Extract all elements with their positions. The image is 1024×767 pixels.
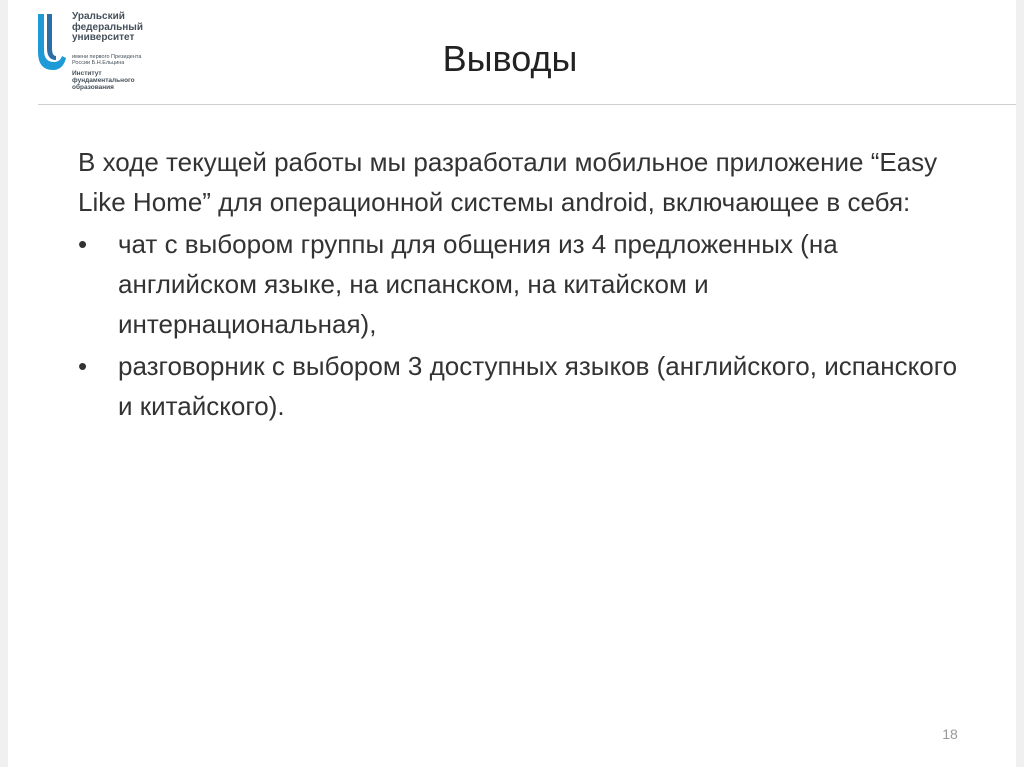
logo-subtitle-line: России Б.Н.Ельцина bbox=[72, 60, 125, 66]
logo-subtitle-line: имени первого Президента bbox=[72, 54, 142, 60]
intro-paragraph: В ходе текущей работы мы разработали мобильное приложение “Easy Like Home” для операционной системы android, включающее в себя: bbox=[78, 147, 938, 217]
logo-name-line: Уральский bbox=[72, 11, 125, 22]
bullet-text: разговорник с выбором 3 доступных языков (английского, испанского и китайского). bbox=[118, 351, 958, 421]
university-logo bbox=[34, 12, 164, 96]
bullet-item bbox=[78, 224, 958, 344]
bullet-item bbox=[78, 346, 958, 426]
logo-name-line: федеральный bbox=[72, 21, 143, 33]
logo-university-subtitle bbox=[72, 54, 167, 66]
page-number: 18 bbox=[942, 726, 958, 742]
logo-institute-line: фундаментального bbox=[72, 77, 135, 84]
title-divider bbox=[38, 104, 1016, 105]
bullet-dot-icon: • bbox=[78, 229, 88, 259]
logo-institute-line: образования bbox=[72, 84, 114, 91]
slide-edge-left bbox=[0, 0, 8, 767]
logo-name-line: университет bbox=[72, 32, 135, 43]
logo-institute-name bbox=[72, 70, 167, 91]
bullet-dot-icon: • bbox=[78, 351, 88, 381]
slide-title: Выводы bbox=[442, 38, 578, 79]
university-emblem-icon bbox=[34, 12, 68, 72]
bullet-text: чат с выбором группы для общения из 4 предложенных (на английском языке, на испанском, на китайском и интернациональная), bbox=[118, 229, 838, 339]
slide-edge-right bbox=[1016, 0, 1024, 767]
slide-body bbox=[78, 142, 958, 428]
bullet-list bbox=[78, 224, 958, 426]
logo-institute-line: Институт bbox=[72, 70, 102, 77]
logo-university-name bbox=[72, 12, 167, 44]
